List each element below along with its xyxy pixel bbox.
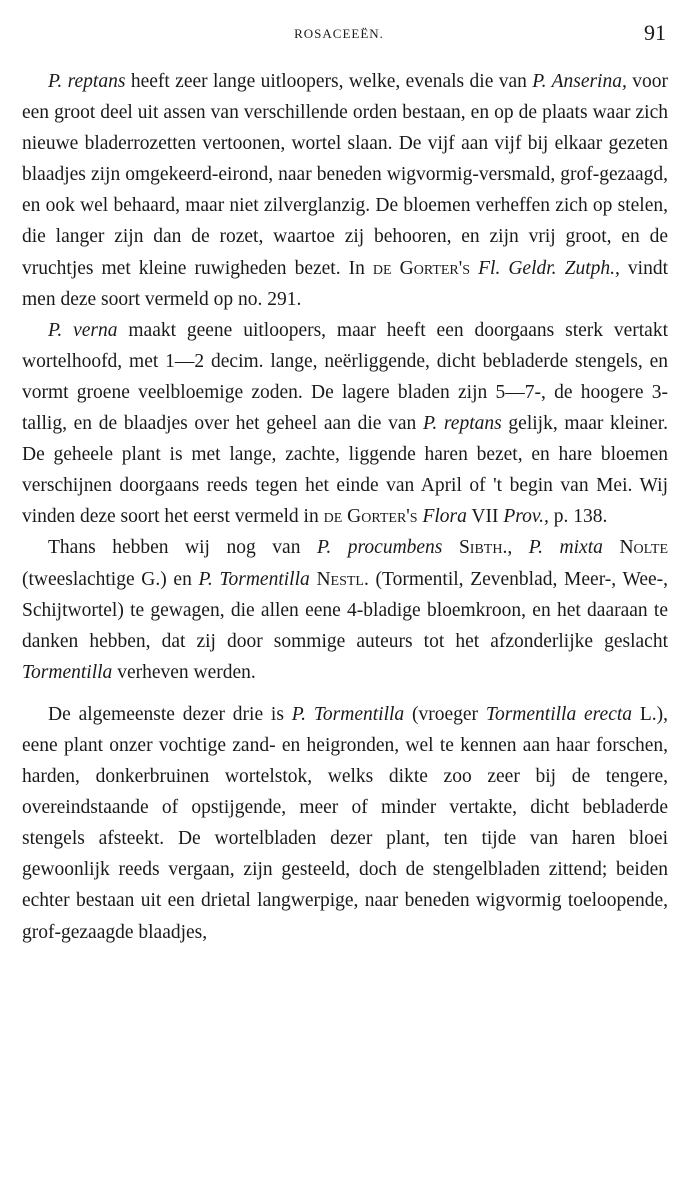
body-text [22, 66, 668, 948]
text-segment [512, 537, 529, 558]
paragraph-other-species [22, 532, 668, 687]
text-segment: Thans hebben wij nog van [48, 537, 317, 559]
text-segment: P. mixta [528, 537, 603, 559]
text-segment: Tormentilla [22, 661, 113, 683]
paragraph-tormentilla [22, 699, 668, 948]
text-segment: (vroeger [404, 703, 486, 725]
text-segment: Nestl. [316, 568, 369, 590]
running-title: ROSACEEËN. [294, 26, 384, 41]
text-segment: P. reptans [422, 413, 502, 435]
text-segment: Sibth., [458, 537, 513, 559]
text-segment: P. Anserina, [532, 71, 627, 92]
text-segment: Prov., [503, 506, 549, 528]
text-segment: de Gorter's [372, 257, 471, 279]
text-segment: P. procumbens [316, 537, 443, 559]
page-number: 91 [644, 20, 666, 45]
text-segment: maakt geene uitloopers, maar heeft een doorgaans sterk vertakt wortelhoofd, met 1—2 decim. lange, neërliggende, dicht bebladerde stengels, en vormt groene veelbloemige zoden. De lagere bladen zijn 5—7-, de hoogere 3-tallig, en de blaadjes over het geheel aan die van [22, 319, 668, 435]
text-segment: p. 138. [548, 506, 608, 528]
text-segment: voor een groot deel uit assen van verschillende orden bestaan, en op de plaats waar zich nieuwe bladerrozetten vertoonen, wortel slaan. De vijf aan vijf bij elkaar gezeten blaadjes zijn omgekeerd-eirond, naar beneden wigvormig-versmald, grof-gezaagd, en ook wel behaard, maar niet zilverglanzig. De bloemen verheffen zich op stelen, die langer zijn dan de rozet, waartoe zij behooren, en zijn vrij groot, en de vruchtjes met kleine ruwigheden bezet. In [22, 71, 668, 279]
text-segment: Fl. Geldr. Zutph., [478, 257, 620, 279]
text-segment [603, 537, 620, 558]
text-segment: Tormentilla erecta [485, 703, 633, 725]
text-segment: P. Tormentilla [291, 703, 405, 725]
text-segment: P. verna [48, 319, 118, 341]
running-header [0, 18, 678, 48]
text-segment: verheven werden. [112, 661, 256, 683]
text-segment: De algemeenste dezer drie is [48, 703, 292, 725]
text-segment: heeft zeer lange uitloopers, welke, evenals die van [125, 71, 533, 92]
text-segment: P. reptans [48, 71, 126, 92]
paragraph-verna [22, 315, 668, 533]
text-segment: (Tormentil, Zevenblad, Meer-, Wee-, Schijtwortel) te gewagen, die allen eene 4-bladige bloemkroon, en het daaraan te danken hebben, dat zij door sommige auteurs tot het afzonderlijke geslacht [22, 568, 669, 652]
text-segment: Nolte [619, 537, 669, 559]
paragraph-reptans [22, 66, 668, 315]
text-segment: de Gorter's [323, 506, 418, 528]
text-segment: L.), eene plant onzer vochtige zand- en heigronden, wel te kennen aan haar forschen, harden, donkerbruinen wortelstok, welks dikte zoo zeer bij de tengere, overeindstaande of opstijgende, meer of minder vertakte, dicht bebladerde stengels afsteekt. De wortelbladen dezer plant, ten tijde van haren bloei gewoonlijk reeds vergaan, zijn gesteeld, doch de stengelbladen zittend; beiden echter bestaan uit een drietal langwerpige, naar beneden wigvormig toeloopende, grof-gezaagde blaadjes, [22, 703, 669, 943]
text-segment [442, 537, 459, 558]
text-segment: VII [466, 506, 504, 528]
text-segment: vindt men deze soort vermeld op no. 291. [22, 257, 669, 310]
text-segment: Flora [422, 506, 467, 528]
text-segment: (tweeslachtige G.) en [22, 568, 199, 590]
text-segment: P. Tormentilla [198, 568, 310, 590]
text-segment: gelijk, maar kleiner. De geheele plant is met lange, zachte, liggende haren bezet, en hare bloemen verschijnen doorgaans reeds tegen het einde van April of 't begin van Mei. Wij vinden deze soort het eerst vermeld in [22, 413, 668, 528]
text-segment [470, 258, 478, 279]
